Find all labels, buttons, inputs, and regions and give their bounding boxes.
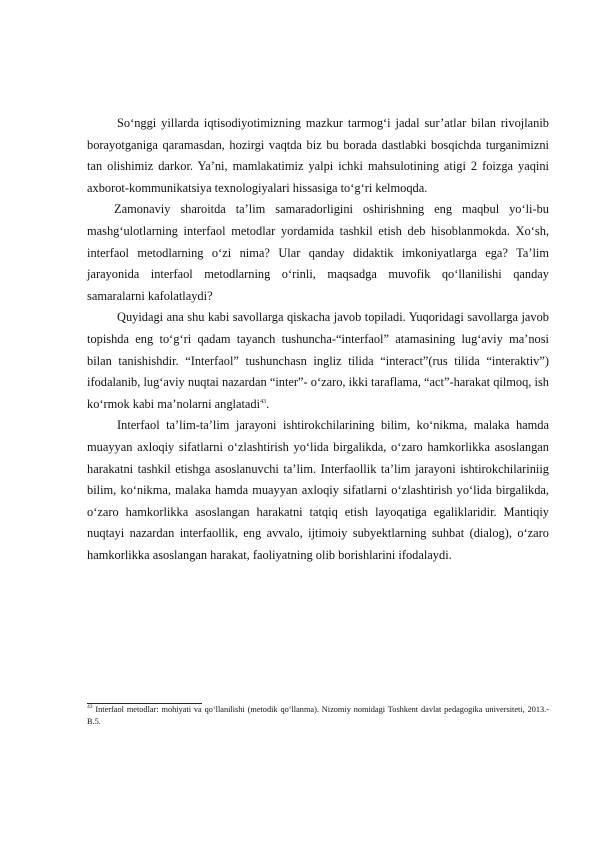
paragraph-1: So‘nggi yillarda iqtisodiyotimizning mazkur tarmog‘i jadal sur’atlar bilan rivojlanib borayotganiga qaramasdan, hozirgi vaqtda biz bu borada dastlabki bosqichda turganimizni tan olishimiz darkor. Ya’ni, mamlakatimiz yalpi ichki mahsulotining atigi 2 foizga yaqini axborot-kommunikatsiya texnologiyalari hissasiga to‘g‘ri kelmoqda. — [87, 116, 549, 195]
paragraph-3 — [87, 307, 549, 415]
paragraph-3-end: . — [266, 396, 270, 411]
footnote — [87, 704, 549, 728]
paragraph-3-text: Quyidagi ana shu kabi savollarga qiskacha javob topiladi. Yuqoridagi savollarga javob topishda eng to‘g‘ri qadam tayanch tushuncha-“interfaol” atamasining lug‘aviy ma’nosi bilan tanishishdir. “Interfaol” tushunchasn ingliz tilida “interact”(rus tilida “interaktiv”) ifodalanib, lug‘aviy nuqtai nazardan “inter”- o‘zaro, ikki taraflama, “act”-harakat qilmoq, ish ko‘rmok kabi ma’nolarni anglatadi — [87, 310, 549, 411]
footnote-reference[interactable]: 43 — [260, 398, 267, 405]
footnote-text: Interfaol metodlar: mohiyati va qo‘llanilishi (metodik qo‘llanma). Nizomiy nomidagi Toshkent davlat pedagogika universiteti, 2013.-B.5. — [87, 705, 549, 726]
footnote-mark: 43 — [87, 704, 93, 711]
paragraph-2: Zamonaviy sharoitda ta’lim samaradorligini oshirishning eng maqbul yo‘li-bu mashg‘ulotlarning interfaol metodlar yordamida tashkil etish deb hisoblanmokda. Xo‘sh, interfaol metodlarning o‘zi nima? Ular qanday didaktik imkoniyatlarga ega? Ta’lim jarayonida interfaol metodlarning o‘rinli, maqsadga muvofik qo‘llanilishi qanday samaralarni kafolatlaydi? — [87, 202, 549, 303]
paragraph-4: Interfaol ta’lim-ta’lim jarayoni ishtirokchilarining bilim, ko‘nikma, malaka hamda muayyan axloqiy sifatlarni o‘zlashtirish yo‘lida birgalikda, o‘zaro hamkorlikka asoslangan harakatni tashkil etishga asoslanuvchi ta’lim. Interfaollik ta’lim jarayoni ishtirokchilariniig bilim, ko‘nikma, malaka hamda muayyan axloqiy sifatlarni o‘zlashtirish yo‘lida birgalikda, o‘zaro hamkorlikka asoslangan harakatni tatqiq etish layoqatiga egaliklaridir. Mantiqiy nuqtayi nazardan interfaollik, eng avvalo, ijtimoiy subyektlarning suhbat (dialog), o‘zaro hamkorlikka asoslangan harakat, faoliyatning olib borishlarini ifodalaydi. — [87, 418, 549, 562]
body-text — [87, 113, 549, 566]
